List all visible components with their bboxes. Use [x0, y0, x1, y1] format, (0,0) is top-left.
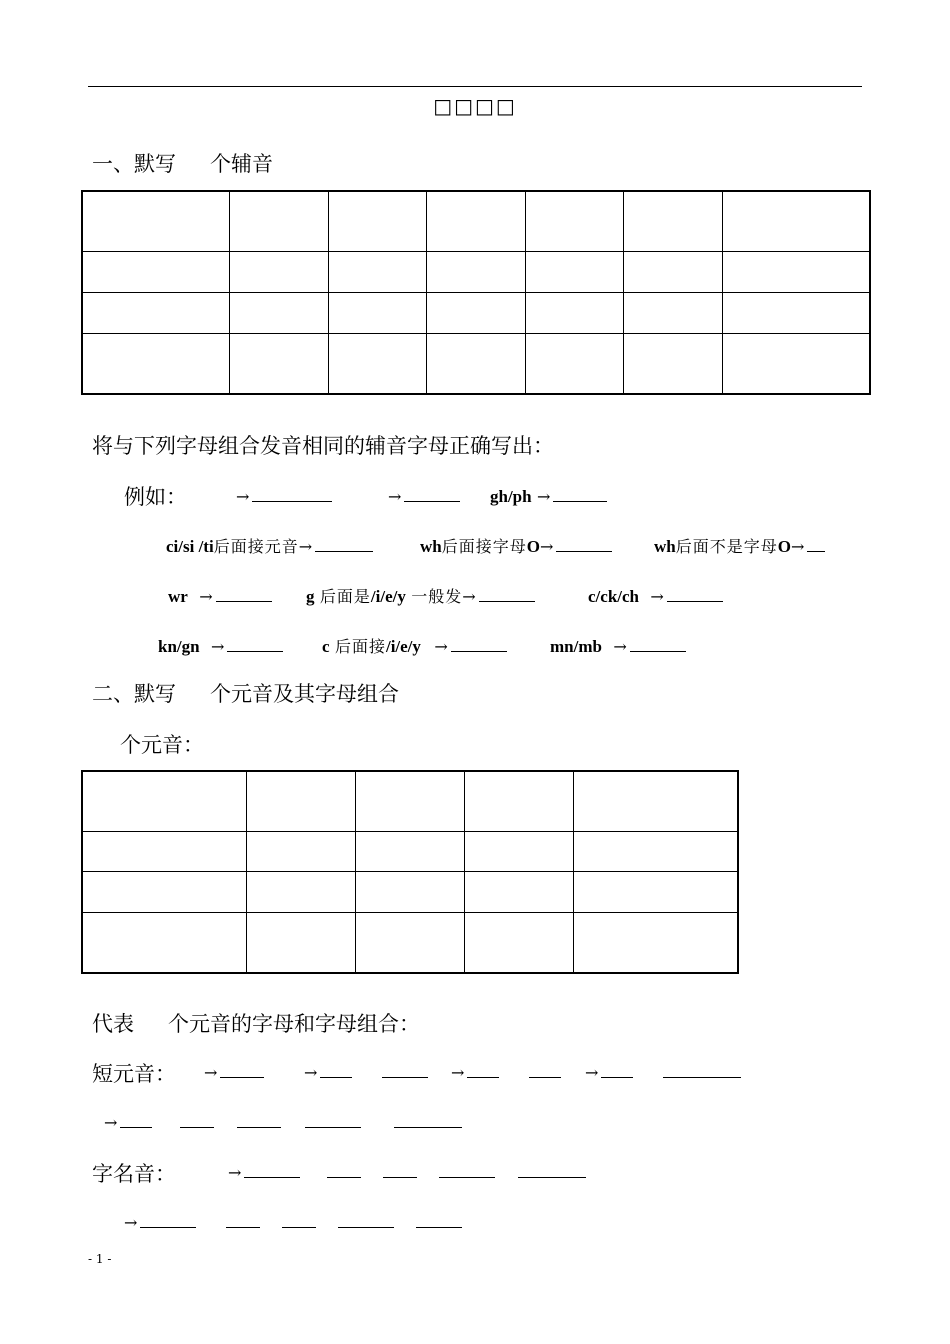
arrow-icon: →	[124, 1213, 138, 1232]
vowel-table-cell[interactable]	[82, 771, 246, 832]
consonant-table-row	[82, 252, 870, 293]
rule-text: 后面接字母	[441, 537, 527, 556]
answer-blank[interactable]	[404, 484, 460, 502]
short-vowel-row-1f	[585, 1060, 634, 1083]
rule-c-iey	[322, 634, 508, 657]
section2-heading-suffix: 个元音及其字母组合	[210, 682, 399, 706]
arrow-icon: →	[388, 487, 402, 506]
answer-blank[interactable]	[315, 534, 373, 552]
letter-name-label: 字名音：	[92, 1162, 176, 1186]
letter-name-row-2	[124, 1210, 197, 1233]
vowel-table-cell[interactable]	[246, 872, 355, 912]
answer-blank[interactable]	[518, 1160, 586, 1178]
consonant-table-cell[interactable]	[624, 292, 723, 333]
answer-blank[interactable]	[140, 1210, 196, 1228]
answer-blank[interactable]	[529, 1060, 561, 1078]
vowel-table-row	[82, 832, 738, 872]
short-vowel-row-2	[104, 1110, 153, 1133]
answer-blank[interactable]	[237, 1110, 281, 1128]
rule-c-ck-ch	[588, 584, 724, 607]
vowel-table-cell[interactable]	[355, 912, 464, 973]
example-label: 例如：	[124, 485, 187, 509]
answer-blank[interactable]	[338, 1210, 394, 1228]
answer-blank[interactable]	[220, 1060, 264, 1078]
consonant-table-row	[82, 292, 870, 333]
rule-text: 后面是	[319, 587, 371, 606]
answer-blank[interactable]	[327, 1160, 361, 1178]
arrow-icon: →	[199, 587, 213, 606]
answer-blank[interactable]	[601, 1060, 633, 1078]
example-item-3	[490, 484, 608, 507]
answer-blank[interactable]	[282, 1210, 316, 1228]
answer-blank[interactable]	[252, 484, 332, 502]
arrow-icon: →	[462, 587, 476, 606]
letter-combo: c	[322, 637, 330, 656]
arrow-icon: →	[104, 1113, 118, 1132]
answer-blank[interactable]	[439, 1160, 495, 1178]
consonant-table-cell[interactable]	[328, 191, 427, 252]
letter: O	[526, 537, 540, 556]
consonant-table-cell[interactable]	[427, 252, 526, 293]
letter-name-row-1e	[517, 1160, 587, 1183]
consonant-table-cell[interactable]	[427, 292, 526, 333]
consonant-table-cell[interactable]	[525, 292, 624, 333]
example-item-1	[236, 484, 333, 507]
answer-blank[interactable]	[807, 534, 825, 552]
short-vowel-row-1c	[381, 1060, 429, 1083]
consonant-table-cell[interactable]	[624, 191, 723, 252]
section1-heading-suffix: 个辅音	[210, 152, 273, 176]
short-vowel-row-2c	[236, 1110, 282, 1133]
section2-heading	[92, 678, 399, 708]
letter-combo: /i/e/y	[370, 587, 406, 606]
answer-blank[interactable]	[451, 634, 507, 652]
letter-combo: /i/e/y	[385, 637, 421, 656]
arrow-icon: →	[650, 587, 664, 606]
arrow-icon: →	[539, 537, 554, 556]
answer-blank[interactable]	[120, 1110, 152, 1128]
short-vowel-label: 短元音：	[92, 1062, 176, 1086]
consonant-table-row	[82, 333, 870, 394]
short-vowel-row-1d	[451, 1060, 500, 1083]
letter-name-row-1d	[438, 1160, 496, 1183]
vowel-table-cell[interactable]	[465, 771, 574, 832]
vowel-table-cell[interactable]	[574, 872, 738, 912]
rule-text: 一般发	[411, 587, 463, 606]
letter: O	[777, 537, 791, 556]
answer-blank[interactable]	[244, 1160, 300, 1178]
answer-blank[interactable]	[479, 584, 535, 602]
arrow-icon: →	[585, 1063, 599, 1082]
short-vowel-row-2d	[304, 1110, 362, 1133]
vowel-table-cell[interactable]	[246, 912, 355, 973]
answer-blank[interactable]	[663, 1060, 741, 1078]
answer-blank[interactable]	[226, 1210, 260, 1228]
letter-name-row-1b	[326, 1160, 362, 1183]
consonant-table-cell[interactable]	[230, 333, 329, 394]
consonant-table-cell[interactable]	[328, 252, 427, 293]
letter-combo: c/ck/ch	[588, 587, 639, 606]
consonant-table-cell[interactable]	[230, 292, 329, 333]
answer-blank[interactable]	[180, 1110, 214, 1128]
rule-kn-gn	[158, 634, 284, 657]
arrow-icon: →	[304, 1063, 318, 1082]
vowel-table-cell[interactable]	[574, 912, 738, 973]
page-number: - 1 -	[88, 1252, 112, 1266]
vowel-table-row	[82, 872, 738, 912]
consonant-table	[81, 190, 871, 395]
arrow-icon: →	[204, 1063, 218, 1082]
consonant-table-cell[interactable]	[525, 191, 624, 252]
example-row	[124, 481, 187, 511]
represent-prefix: 代表	[92, 1012, 134, 1036]
rule-text: 后面接元音	[213, 537, 299, 556]
consonant-table-cell[interactable]	[328, 333, 427, 394]
vowel-table-cell[interactable]	[355, 832, 464, 872]
example-item-2	[388, 484, 461, 507]
section2-heading-prefix: 二、默写	[92, 682, 176, 706]
arrow-icon: →	[228, 1163, 242, 1182]
letter-combo: wh	[654, 537, 676, 556]
vowel-table-cell[interactable]	[82, 832, 246, 872]
letter-combo: wr	[168, 587, 188, 606]
rule-text: 后面不是字母	[675, 537, 778, 556]
answer-blank[interactable]	[216, 584, 272, 602]
letter-combo: ci/si /ti	[166, 537, 214, 556]
vowel-table-row	[82, 912, 738, 973]
answer-blank[interactable]	[667, 584, 723, 602]
consonant-table-cell[interactable]	[427, 333, 526, 394]
page-title: □□□□	[433, 94, 517, 118]
consonant-table-cell[interactable]	[624, 333, 723, 394]
letter-combo: g	[306, 587, 315, 606]
arrow-icon: →	[211, 637, 225, 656]
header-rule	[88, 86, 862, 87]
represent-suffix: 个元音的字母和字母组合：	[168, 1012, 420, 1036]
consonant-table-cell[interactable]	[722, 252, 870, 293]
answer-blank[interactable]	[305, 1110, 361, 1128]
vowel-table-row	[82, 771, 738, 832]
short-vowel-row-1e	[528, 1060, 562, 1083]
letter-name-row-1c	[382, 1160, 418, 1183]
answer-blank[interactable]	[383, 1160, 417, 1178]
letter-name-row-2e	[415, 1210, 463, 1233]
consonant-table-cell[interactable]	[82, 252, 230, 293]
answer-blank[interactable]	[416, 1210, 462, 1228]
consonant-table-cell[interactable]	[82, 191, 230, 252]
section1-heading-prefix: 一、默写	[92, 152, 176, 176]
short-vowel-row-2b	[179, 1110, 215, 1133]
short-vowel-row-2e	[393, 1110, 463, 1133]
vowel-table-cell[interactable]	[465, 872, 574, 912]
rule-wh-o	[420, 534, 613, 557]
consonant-table-cell[interactable]	[230, 252, 329, 293]
arrow-icon: →	[537, 487, 551, 506]
vowel-table-cell[interactable]	[82, 872, 246, 912]
consonant-table-row	[82, 191, 870, 252]
vowel-table-cell[interactable]	[246, 771, 355, 832]
arrow-icon: →	[790, 537, 805, 556]
instruction-text: 将与下列字母组合发音相同的辅音字母正确写出：	[92, 434, 554, 458]
rule-mn-mb	[550, 634, 687, 657]
arrow-icon: →	[298, 537, 313, 556]
consonant-table-cell[interactable]	[722, 292, 870, 333]
arrow-icon: →	[236, 487, 250, 506]
vowel-table-cell[interactable]	[82, 912, 246, 973]
vowel-sub-label: 个元音：	[120, 733, 204, 757]
rule-text: 后面接	[334, 637, 386, 656]
consonant-table-cell[interactable]	[722, 333, 870, 394]
rule-wh-not-o	[654, 534, 826, 557]
letter-combo: kn/gn	[158, 637, 200, 656]
consonant-table-cell[interactable]	[525, 333, 624, 394]
rule-wr	[168, 584, 273, 607]
arrow-icon: →	[451, 1063, 465, 1082]
answer-blank[interactable]	[320, 1060, 352, 1078]
consonant-table-cell[interactable]	[328, 292, 427, 333]
consonant-table-cell[interactable]	[427, 191, 526, 252]
vowel-table	[81, 770, 739, 974]
represent-label	[92, 1008, 420, 1038]
letter-name-row-2b	[225, 1210, 261, 1233]
vowel-table-cell[interactable]	[465, 912, 574, 973]
section1-heading	[92, 148, 273, 178]
consonant-table-cell[interactable]	[82, 292, 230, 333]
answer-blank[interactable]	[553, 484, 607, 502]
rule-ci-si-ti	[166, 534, 374, 557]
answer-blank[interactable]	[630, 634, 686, 652]
vowel-table-cell[interactable]	[574, 832, 738, 872]
consonant-table-cell[interactable]	[82, 333, 230, 394]
letter-name-row-1	[228, 1160, 301, 1183]
consonant-table-cell[interactable]	[230, 191, 329, 252]
consonant-table-cell[interactable]	[525, 252, 624, 293]
letter-combo: wh	[420, 537, 442, 556]
short-vowel-row-1	[204, 1060, 265, 1083]
letter-name-row-2c	[281, 1210, 317, 1233]
letter-combo: mn/mb	[550, 637, 602, 656]
answer-blank[interactable]	[467, 1060, 499, 1078]
vowel-table-cell[interactable]	[355, 872, 464, 912]
vowel-table-cell[interactable]	[465, 832, 574, 872]
arrow-icon: →	[613, 637, 627, 656]
answer-blank[interactable]	[227, 634, 283, 652]
answer-blank[interactable]	[382, 1060, 428, 1078]
consonant-table-cell[interactable]	[722, 191, 870, 252]
answer-blank[interactable]	[394, 1110, 462, 1128]
arrow-icon: →	[434, 637, 448, 656]
vowel-table-cell[interactable]	[355, 771, 464, 832]
letter-combo: gh/ph	[490, 487, 532, 506]
consonant-table-cell[interactable]	[624, 252, 723, 293]
letter-name-row-2d	[337, 1210, 395, 1233]
vowel-table-cell[interactable]	[246, 832, 355, 872]
answer-blank[interactable]	[556, 534, 612, 552]
vowel-table-cell[interactable]	[574, 771, 738, 832]
short-vowel-row-1b	[304, 1060, 353, 1083]
short-vowel-row-1g	[662, 1060, 742, 1083]
rule-g	[306, 584, 536, 607]
